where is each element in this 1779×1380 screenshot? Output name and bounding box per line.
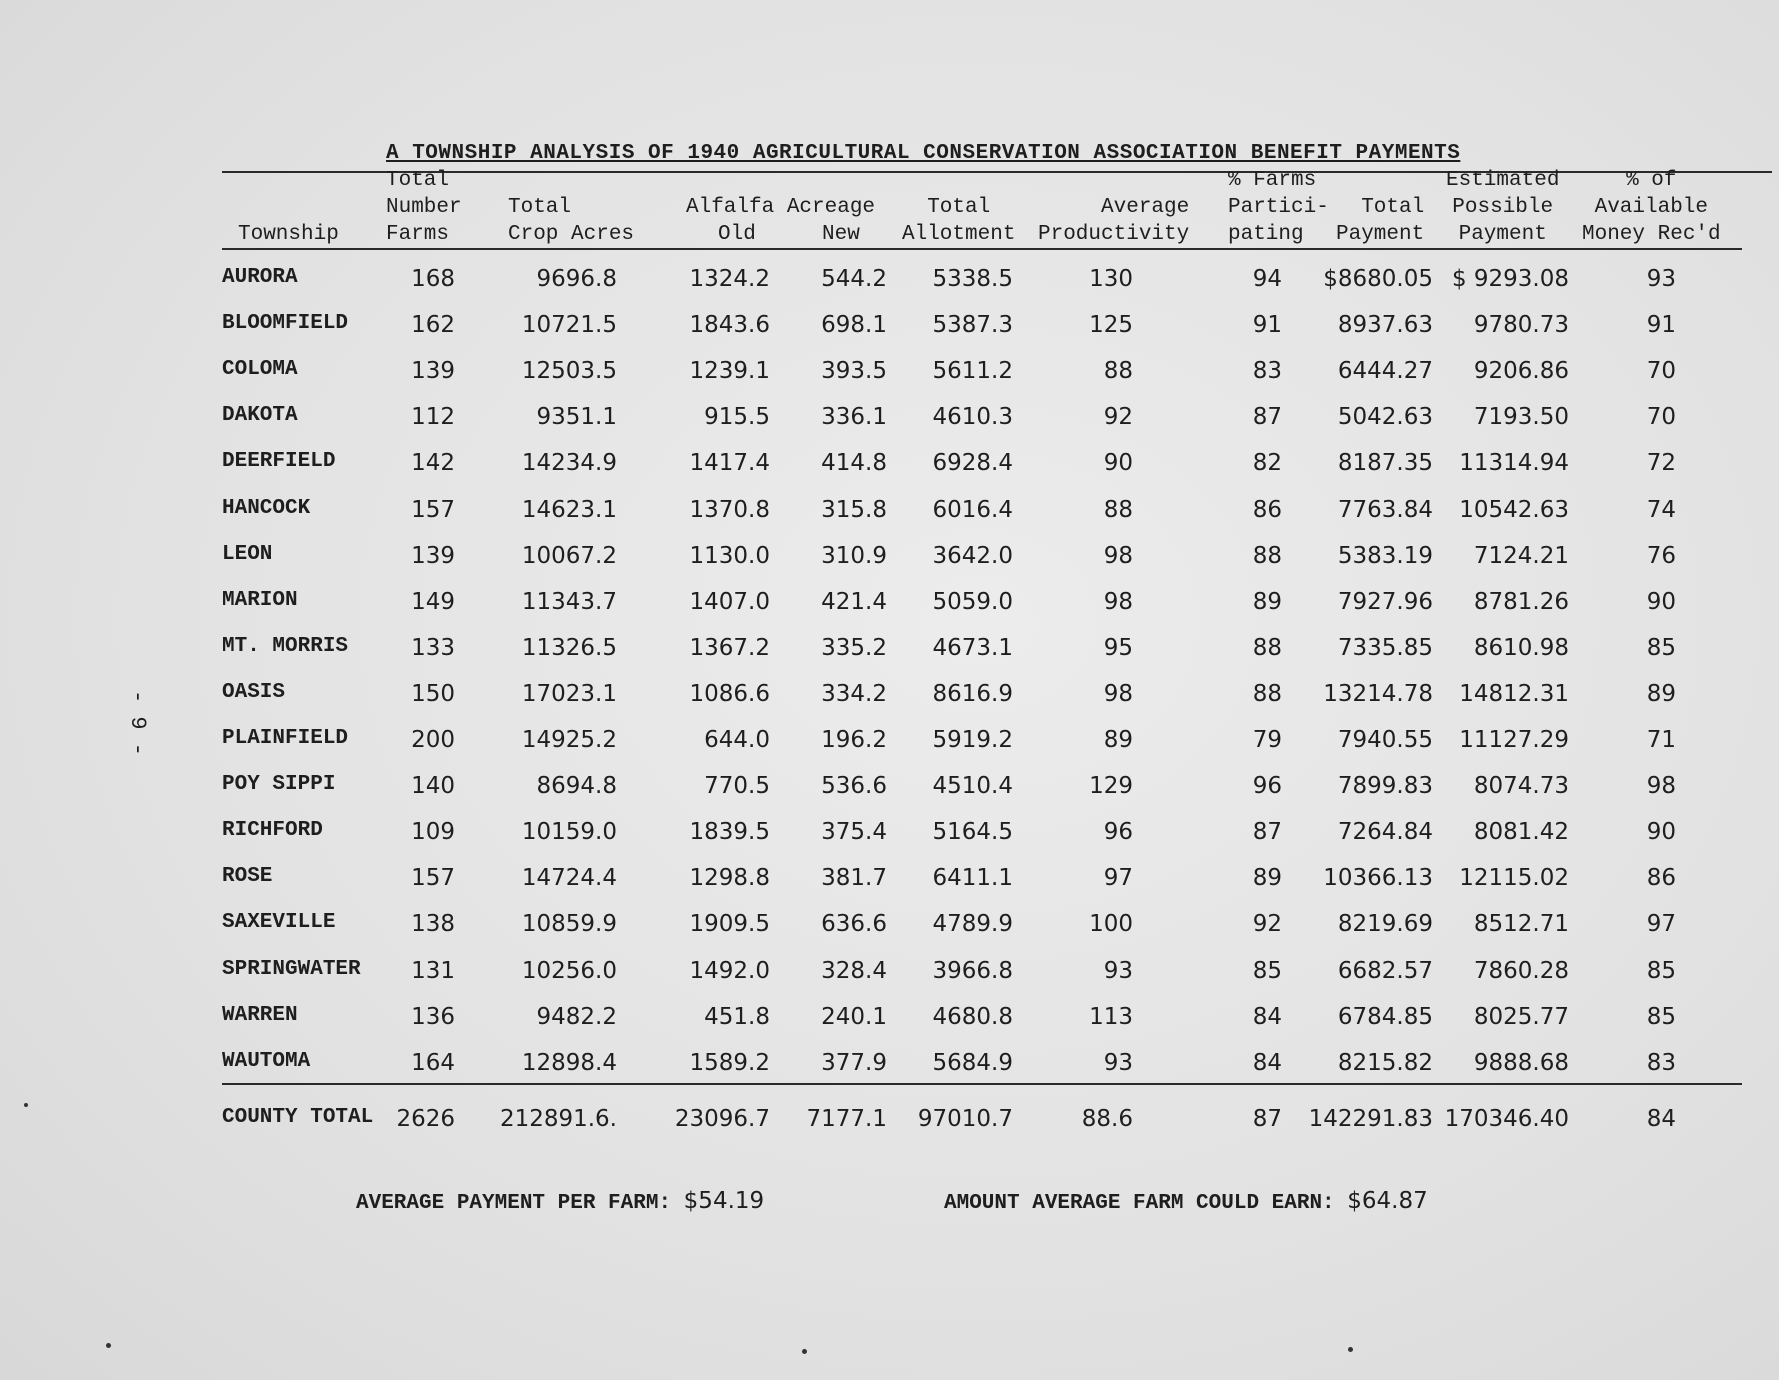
cell-new: 393.5 [821, 358, 887, 384]
cell-crop: 12898.4 [521, 1050, 617, 1076]
table-row [0, 635, 1779, 679]
cell-payment: 5042.63 [1337, 404, 1433, 430]
cell-payment: 13214.78 [1323, 681, 1433, 707]
cell-allotment: 5059.0 [932, 589, 1013, 615]
cell-new: 334.2 [821, 681, 887, 707]
cell-township: AURORA [222, 266, 298, 289]
cell-payment: 8187.35 [1337, 450, 1433, 476]
avg-payment-label: AVERAGE PAYMENT PER FARM: [356, 1192, 672, 1215]
document-title: A TOWNSHIP ANALYSIS OF 1940 AGRICULTURAL CONSERVATION ASSOCIATION BENEFIT PAYMENTS [386, 142, 1461, 165]
cell-payment: 6784.85 [1337, 1004, 1433, 1030]
cell-particip: 92 [1252, 911, 1282, 937]
cell-particip: 94 [1252, 266, 1282, 292]
cell-township: LEON [222, 543, 273, 566]
cell-crop: 11326.5 [521, 635, 617, 661]
cell-farms: 112 [411, 404, 455, 430]
cell-old: 770.5 [704, 773, 770, 799]
cell-allotment: 3966.8 [932, 958, 1013, 984]
cell-township: WARREN [222, 1004, 298, 1027]
cell-productivity: 88.6 [1081, 1106, 1133, 1132]
cell-farms: 140 [411, 773, 455, 799]
cell-particip: 89 [1252, 589, 1282, 615]
table-row [0, 497, 1779, 541]
cell-payment: 7899.83 [1337, 773, 1433, 799]
table-row [0, 543, 1779, 587]
could-earn-value: $64.87 [1347, 1188, 1428, 1214]
cell-money: 90 [1646, 819, 1676, 845]
cell-productivity: 93 [1103, 1050, 1133, 1076]
ink-speck [802, 1349, 807, 1354]
cell-possible: 8025.77 [1473, 1004, 1569, 1030]
cell-productivity: 89 [1103, 727, 1133, 753]
cell-allotment: 5611.2 [932, 358, 1013, 384]
cell-particip: 88 [1252, 543, 1282, 569]
cell-farms: 150 [411, 681, 455, 707]
cell-crop: 11343.7 [521, 589, 617, 615]
cell-particip: 79 [1252, 727, 1282, 753]
page-number: - 9 - [125, 690, 150, 757]
cell-township: COLOMA [222, 358, 298, 381]
cell-old: 1298.8 [689, 865, 770, 891]
header-old: Old [718, 223, 756, 246]
cell-old: 1492.0 [689, 958, 770, 984]
cell-new: 544.2 [821, 266, 887, 292]
cell-payment: 8219.69 [1337, 911, 1433, 937]
cell-crop: 8694.8 [536, 773, 617, 799]
cell-new: 336.1 [821, 404, 887, 430]
cell-farms: 2626 [396, 1106, 455, 1132]
cell-money: 97 [1646, 911, 1676, 937]
cell-money: 86 [1646, 865, 1676, 891]
cell-payment: 8937.63 [1337, 312, 1433, 338]
cell-township: WAUTOMA [222, 1050, 311, 1073]
cell-payment: 142291.83 [1308, 1106, 1433, 1132]
table-row [0, 1050, 1779, 1094]
cell-old: 1417.4 [689, 450, 770, 476]
total-row [0, 1106, 1779, 1150]
could-earn-label: AMOUNT AVERAGE FARM COULD EARN: [944, 1192, 1335, 1215]
cell-crop: 14623.1 [521, 497, 617, 523]
header-township: Township [238, 223, 339, 246]
cell-money: 74 [1646, 497, 1676, 523]
total-rule [222, 1083, 1742, 1085]
cell-possible: 9888.68 [1473, 1050, 1569, 1076]
cell-farms: 138 [411, 911, 455, 937]
cell-township: ROSE [222, 865, 273, 888]
cell-township: COUNTY TOTAL [222, 1106, 374, 1129]
cell-money: 98 [1646, 773, 1676, 799]
cell-productivity: 113 [1089, 1004, 1133, 1030]
cell-farms: 157 [411, 865, 455, 891]
cell-productivity: 97 [1103, 865, 1133, 891]
cell-particip: 89 [1252, 865, 1282, 891]
cell-old: 1130.0 [689, 543, 770, 569]
cell-particip: 87 [1252, 819, 1282, 845]
cell-possible: 14812.31 [1459, 681, 1569, 707]
cell-new: 196.2 [821, 727, 887, 753]
cell-new: 421.4 [821, 589, 887, 615]
cell-allotment: 4789.9 [932, 911, 1013, 937]
cell-allotment: 6411.1 [932, 865, 1013, 891]
avg-payment-footer [356, 1188, 764, 1215]
cell-money: 85 [1646, 1004, 1676, 1030]
cell-particip: 82 [1252, 450, 1282, 476]
cell-farms: 109 [411, 819, 455, 845]
cell-allotment: 5919.2 [932, 727, 1013, 753]
header-alfalfa: Alfalfa Acreage [686, 196, 876, 219]
cell-particip: 85 [1252, 958, 1282, 984]
header-crop: Total Crop Acres [508, 196, 635, 246]
cell-possible: 9780.73 [1473, 312, 1569, 338]
cell-money: 85 [1646, 635, 1676, 661]
cell-particip: 88 [1252, 681, 1282, 707]
avg-payment-value: $54.19 [683, 1188, 765, 1214]
cell-new: 698.1 [821, 312, 887, 338]
table-row [0, 681, 1779, 725]
cell-allotment: 5684.9 [932, 1050, 1013, 1076]
cell-money: 72 [1646, 450, 1676, 476]
cell-new: 414.8 [821, 450, 887, 476]
cell-old: 451.8 [704, 1004, 770, 1030]
cell-allotment: 5338.5 [932, 266, 1013, 292]
cell-payment: 6444.27 [1337, 358, 1433, 384]
cell-new: 240.1 [821, 1004, 887, 1030]
cell-money: 70 [1646, 404, 1676, 430]
cell-farms: 131 [411, 958, 455, 984]
cell-productivity: 95 [1103, 635, 1133, 661]
cell-crop: 9351.1 [536, 404, 617, 430]
cell-new: 328.4 [821, 958, 887, 984]
cell-old: 1407.0 [689, 589, 770, 615]
cell-money: 85 [1646, 958, 1676, 984]
cell-old: 23096.7 [674, 1106, 770, 1132]
cell-possible: 8781.26 [1473, 589, 1569, 615]
cell-farms: 200 [411, 727, 455, 753]
cell-possible: 8074.73 [1473, 773, 1569, 799]
header-allotment: Total Allotment [902, 196, 1016, 246]
cell-possible: 11314.94 [1459, 450, 1569, 476]
cell-crop: 14234.9 [521, 450, 617, 476]
cell-particip: 96 [1252, 773, 1282, 799]
cell-payment: 5383.19 [1337, 543, 1433, 569]
cell-allotment: 4680.8 [932, 1004, 1013, 1030]
cell-payment: $8680.05 [1323, 266, 1433, 292]
cell-possible: 7193.50 [1473, 404, 1569, 430]
cell-productivity: 92 [1103, 404, 1133, 430]
cell-new: 335.2 [821, 635, 887, 661]
cell-old: 1589.2 [689, 1050, 770, 1076]
cell-allotment: 6928.4 [932, 450, 1013, 476]
cell-old: 1370.8 [689, 497, 770, 523]
cell-township: MT. MORRIS [222, 635, 349, 658]
table-row [0, 773, 1779, 817]
cell-possible: 7860.28 [1473, 958, 1569, 984]
cell-allotment: 5387.3 [932, 312, 1013, 338]
cell-productivity: 98 [1103, 681, 1133, 707]
cell-new: 315.8 [821, 497, 887, 523]
cell-crop: 12503.5 [521, 358, 617, 384]
header-particip: % Farms Partici- pating [1228, 169, 1329, 246]
cell-crop: 14724.4 [521, 865, 617, 891]
cell-particip: 83 [1252, 358, 1282, 384]
header-money: % of Available Money Rec'd [1582, 169, 1721, 246]
cell-old: 1239.1 [689, 358, 770, 384]
cell-old: 1367.2 [689, 635, 770, 661]
cell-possible: 170346.40 [1444, 1106, 1569, 1132]
cell-possible: 8081.42 [1473, 819, 1569, 845]
cell-payment: 7940.55 [1337, 727, 1433, 753]
cell-farms: 157 [411, 497, 455, 523]
cell-particip: 84 [1252, 1050, 1282, 1076]
cell-allotment: 6016.4 [932, 497, 1013, 523]
cell-payment: 10366.13 [1323, 865, 1433, 891]
cell-old: 644.0 [704, 727, 770, 753]
cell-township: MARION [222, 589, 298, 612]
cell-crop: 10859.9 [521, 911, 617, 937]
cell-township: DAKOTA [222, 404, 298, 427]
ink-speck [1348, 1347, 1353, 1352]
header-bottom-rule [222, 248, 1742, 250]
cell-productivity: 125 [1089, 312, 1133, 338]
cell-productivity: 98 [1103, 543, 1133, 569]
ink-speck [106, 1343, 111, 1348]
cell-farms: 136 [411, 1004, 455, 1030]
cell-money: 70 [1646, 358, 1676, 384]
cell-allotment: 4510.4 [932, 773, 1013, 799]
cell-possible: 11127.29 [1459, 727, 1569, 753]
cell-crop: 10721.5 [521, 312, 617, 338]
cell-crop: 212891.6. [499, 1106, 617, 1132]
table-row [0, 727, 1779, 771]
table-row [0, 865, 1779, 909]
cell-township: DEERFIELD [222, 450, 336, 473]
cell-particip: 91 [1252, 312, 1282, 338]
table-row [0, 450, 1779, 494]
table-row [0, 589, 1779, 633]
table-row [0, 819, 1779, 863]
cell-new: 636.6 [821, 911, 887, 937]
cell-crop: 17023.1 [521, 681, 617, 707]
cell-particip: 86 [1252, 497, 1282, 523]
cell-allotment: 4673.1 [932, 635, 1013, 661]
cell-possible: 10542.63 [1459, 497, 1569, 523]
cell-possible: $ 9293.08 [1451, 266, 1569, 292]
header-productivity: Average Productivity [1038, 196, 1190, 246]
cell-possible: 8610.98 [1473, 635, 1569, 661]
cell-crop: 9482.2 [536, 1004, 617, 1030]
cell-allotment: 5164.5 [932, 819, 1013, 845]
header-payment: Total Payment [1336, 196, 1425, 246]
cell-township: SPRINGWATER [222, 958, 361, 981]
cell-possible: 8512.71 [1473, 911, 1569, 937]
cell-new: 375.4 [821, 819, 887, 845]
cell-crop: 10067.2 [521, 543, 617, 569]
cell-crop: 10159.0 [521, 819, 617, 845]
cell-particip: 87 [1252, 404, 1282, 430]
cell-possible: 12115.02 [1459, 865, 1569, 891]
header-new: New [822, 223, 860, 246]
table-row [0, 266, 1779, 310]
cell-money: 90 [1646, 589, 1676, 615]
cell-productivity: 130 [1089, 266, 1133, 292]
cell-farms: 139 [411, 543, 455, 569]
cell-new: 381.7 [821, 865, 887, 891]
cell-new: 536.6 [821, 773, 887, 799]
cell-money: 89 [1646, 681, 1676, 707]
cell-farms: 133 [411, 635, 455, 661]
cell-allotment: 8616.9 [932, 681, 1013, 707]
table-row [0, 312, 1779, 356]
cell-new: 377.9 [821, 1050, 887, 1076]
cell-farms: 149 [411, 589, 455, 615]
table-row [0, 958, 1779, 1002]
cell-money: 76 [1646, 543, 1676, 569]
cell-township: BLOOMFIELD [222, 312, 349, 335]
cell-old: 1839.5 [689, 819, 770, 845]
ink-speck [24, 1103, 28, 1107]
cell-productivity: 88 [1103, 497, 1133, 523]
cell-old: 1909.5 [689, 911, 770, 937]
cell-old: 1324.2 [689, 266, 770, 292]
cell-township: RICHFORD [222, 819, 323, 842]
cell-particip: 88 [1252, 635, 1282, 661]
cell-payment: 7927.96 [1337, 589, 1433, 615]
cell-productivity: 88 [1103, 358, 1133, 384]
cell-payment: 7335.85 [1337, 635, 1433, 661]
cell-old: 915.5 [704, 404, 770, 430]
cell-allotment: 3642.0 [932, 543, 1013, 569]
header-possible: Estimated Possible Payment [1446, 169, 1560, 246]
table-row [0, 404, 1779, 448]
cell-township: HANCOCK [222, 497, 311, 520]
cell-possible: 7124.21 [1473, 543, 1569, 569]
cell-farms: 142 [411, 450, 455, 476]
cell-new: 7177.1 [806, 1106, 887, 1132]
cell-possible: 9206.86 [1473, 358, 1569, 384]
could-earn-footer [944, 1188, 1428, 1215]
cell-township: SAXEVILLE [222, 911, 336, 934]
cell-farms: 164 [411, 1050, 455, 1076]
cell-new: 310.9 [821, 543, 887, 569]
cell-productivity: 129 [1089, 773, 1133, 799]
cell-crop: 10256.0 [521, 958, 617, 984]
cell-farms: 139 [411, 358, 455, 384]
cell-payment: 8215.82 [1337, 1050, 1433, 1076]
cell-farms: 168 [411, 266, 455, 292]
cell-township: PLAINFIELD [222, 727, 349, 750]
cell-old: 1843.6 [689, 312, 770, 338]
cell-productivity: 93 [1103, 958, 1133, 984]
cell-township: OASIS [222, 681, 286, 704]
cell-crop: 9696.8 [536, 266, 617, 292]
cell-productivity: 96 [1103, 819, 1133, 845]
cell-particip: 87 [1252, 1106, 1282, 1132]
cell-productivity: 90 [1103, 450, 1133, 476]
table-row [0, 1004, 1779, 1048]
cell-particip: 84 [1252, 1004, 1282, 1030]
cell-money: 93 [1646, 266, 1676, 292]
cell-township: POY SIPPI [222, 773, 336, 796]
cell-productivity: 100 [1089, 911, 1133, 937]
cell-allotment: 97010.7 [917, 1106, 1013, 1132]
table-row [0, 358, 1779, 402]
header-farms: Total Number Farms [386, 169, 462, 246]
cell-money: 91 [1646, 312, 1676, 338]
cell-payment: 6682.57 [1337, 958, 1433, 984]
table-row [0, 911, 1779, 955]
cell-allotment: 4610.3 [932, 404, 1013, 430]
cell-crop: 14925.2 [521, 727, 617, 753]
cell-money: 71 [1646, 727, 1676, 753]
cell-farms: 162 [411, 312, 455, 338]
cell-old: 1086.6 [689, 681, 770, 707]
cell-productivity: 98 [1103, 589, 1133, 615]
cell-money: 84 [1646, 1106, 1676, 1132]
cell-payment: 7763.84 [1337, 497, 1433, 523]
cell-payment: 7264.84 [1337, 819, 1433, 845]
cell-money: 83 [1646, 1050, 1676, 1076]
